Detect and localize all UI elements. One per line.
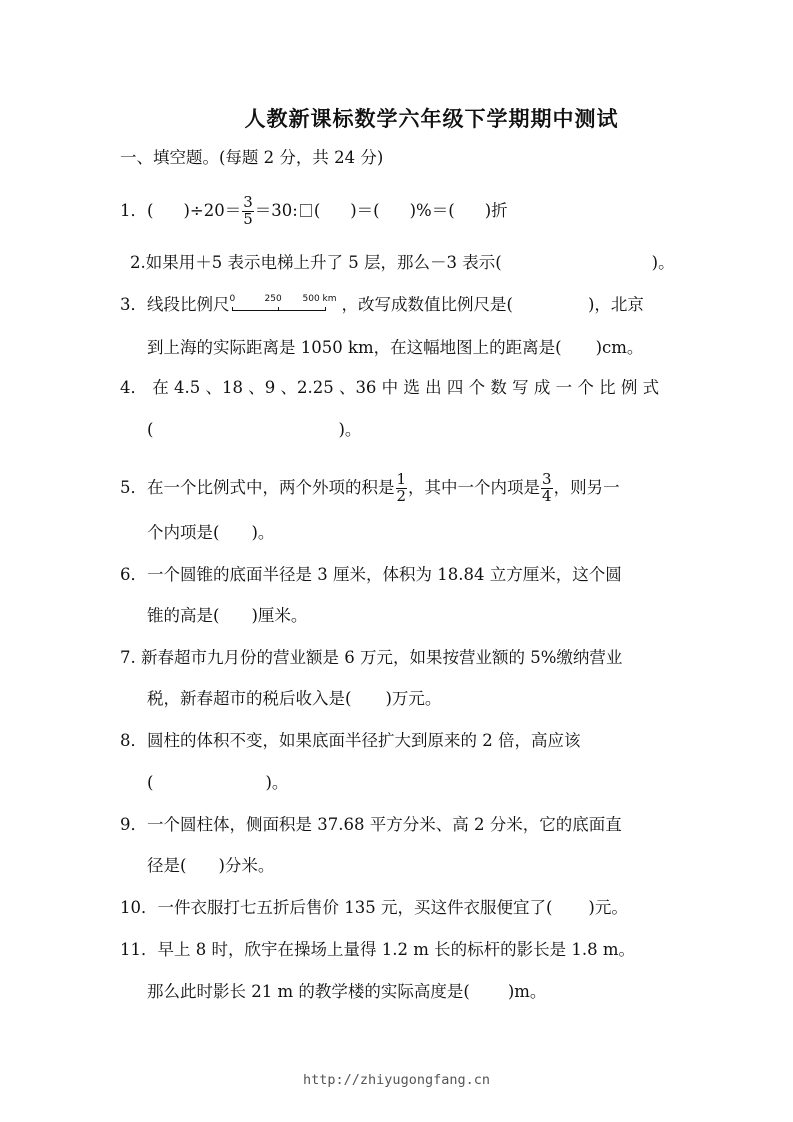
q9-line2-text-a: 径是( bbox=[147, 856, 187, 875]
q8-line2-text-a: ( bbox=[147, 773, 154, 792]
q1-text-c: ＝30: bbox=[254, 200, 298, 220]
q4-line2-text-b: )。 bbox=[338, 420, 362, 439]
q1-fraction bbox=[242, 195, 254, 228]
scale-bar-tick bbox=[278, 307, 279, 311]
scale-label-0: 0 bbox=[229, 294, 236, 304]
question-9-line-2 bbox=[147, 858, 274, 875]
scale-bar-icon bbox=[230, 295, 342, 313]
q2-text-a: 2.如果用＋5 表示电梯上升了 5 层，那么－3 表示( bbox=[130, 253, 502, 272]
question-2 bbox=[130, 255, 675, 272]
q5-fraction-1-numerator: 1 bbox=[396, 470, 407, 488]
question-8: 8．圆柱的体积不变，如果底面半径扩大到原来的 2 倍，高应该 bbox=[120, 731, 581, 750]
question-3 bbox=[120, 295, 644, 314]
q5-text-c: ，则另一 bbox=[553, 477, 620, 497]
question-11-line-2 bbox=[147, 984, 546, 1001]
question-6-line-2 bbox=[147, 608, 307, 625]
q1-text-f: )%＝( bbox=[409, 200, 455, 220]
question-5-line-2 bbox=[147, 525, 274, 542]
question-11: 11．早上 8 时，欣宇在操场上量得 1.2 m 长的标杆的影长是 1.8 m。 bbox=[120, 940, 635, 959]
scale-bar-tick bbox=[232, 307, 233, 311]
q5-fraction-1-denominator: 2 bbox=[396, 486, 407, 505]
q9-line2-text-b: )分米。 bbox=[218, 856, 275, 875]
q7-line2-text-b: )万元。 bbox=[385, 689, 442, 708]
question-1 bbox=[120, 195, 508, 228]
blank-box-icon bbox=[300, 204, 312, 217]
q5-fraction-2 bbox=[541, 472, 553, 505]
q1-text-a: 1．( bbox=[120, 200, 154, 220]
q3-text-a: 3．线段比例尺 bbox=[120, 295, 230, 314]
q1-fraction-denominator: 5 bbox=[243, 209, 253, 228]
footer-url: http://zhiyugongfang.cn bbox=[303, 1072, 490, 1088]
q3-text-b: ，改写成数值比例尺是( bbox=[341, 295, 513, 314]
q3-line2-text-b: )cm。 bbox=[595, 338, 644, 357]
q3-text-c: )，北京 bbox=[587, 295, 644, 314]
q11-line2-text-b: )m。 bbox=[507, 982, 547, 1001]
q1-fraction-numerator: 3 bbox=[243, 193, 253, 211]
q5-text-a: 5．在一个比例式中，两个外项的积是 bbox=[120, 477, 395, 497]
q5-fraction-1 bbox=[396, 472, 408, 505]
q1-text-b: )÷20＝ bbox=[183, 200, 242, 220]
q7-line2-text-a: 税，新春超市的税后收入是( bbox=[147, 689, 352, 708]
question-6: 6．一个圆锥的底面半径是 3 厘米，体积为 18.84 立方厘米，这个圆 bbox=[120, 565, 622, 584]
q1-text-d: ( bbox=[313, 200, 321, 220]
question-9: 9．一个圆柱体，侧面积是 37.68 平方分米、高 2 分米，它的底面直 bbox=[120, 815, 622, 834]
question-7-line-2 bbox=[147, 691, 441, 708]
q5-line2-text-a: 个内项是( bbox=[147, 523, 220, 542]
question-8-line-2 bbox=[147, 775, 288, 792]
q1-text-e: )＝( bbox=[350, 200, 380, 220]
q10-text-b: )元。 bbox=[588, 898, 628, 917]
q11-line2-text-a: 那么此时影长 21 m 的教学楼的实际高度是( bbox=[147, 982, 470, 1001]
q6-line2-text-a: 锥的高是( bbox=[147, 606, 220, 625]
q6-line2-text-b: )厘米。 bbox=[251, 606, 308, 625]
section-heading: 一、填空题。(每题 2 分，共 24 分) bbox=[120, 148, 384, 167]
q2-text-b: )。 bbox=[651, 253, 675, 272]
question-4-line-2 bbox=[147, 422, 361, 439]
q10-text-a: 10．一件衣服打七五折后售价 135 元，买这件衣服便宜了( bbox=[120, 898, 553, 917]
q4-line2-text-a: ( bbox=[147, 420, 154, 439]
question-10 bbox=[120, 900, 628, 917]
page-title: 人教新课标数学六年级下学期期中测试 bbox=[244, 106, 619, 131]
question-4: 4． 在 4.5 、18 、9 、2.25 、36 中 选 出 四 个 数 写 成 一 个 比 例 式 bbox=[120, 378, 660, 397]
scale-label-500: 500 km bbox=[302, 294, 337, 304]
q8-line2-text-b: )。 bbox=[265, 773, 289, 792]
scale-bar-tick bbox=[325, 307, 326, 311]
question-5 bbox=[120, 472, 620, 505]
q5-fraction-2-denominator: 4 bbox=[542, 486, 552, 505]
question-7: 7. 新春超市九月份的营业额是 6 万元，如果按营业额的 5%缴纳营业 bbox=[120, 648, 623, 667]
q5-text-b: ，其中一个内项是 bbox=[408, 477, 541, 497]
q1-text-g: )折 bbox=[484, 200, 508, 220]
q5-fraction-2-numerator: 3 bbox=[542, 470, 552, 488]
scale-bar-line bbox=[232, 310, 326, 311]
q3-line2-text-a: 到上海的实际距离是 1050 km，在这幅地图上的距离是( bbox=[147, 338, 562, 357]
question-3-line-2 bbox=[147, 340, 643, 357]
q5-line2-text-b: )。 bbox=[251, 523, 275, 542]
scale-label-250: 250 bbox=[264, 294, 282, 304]
